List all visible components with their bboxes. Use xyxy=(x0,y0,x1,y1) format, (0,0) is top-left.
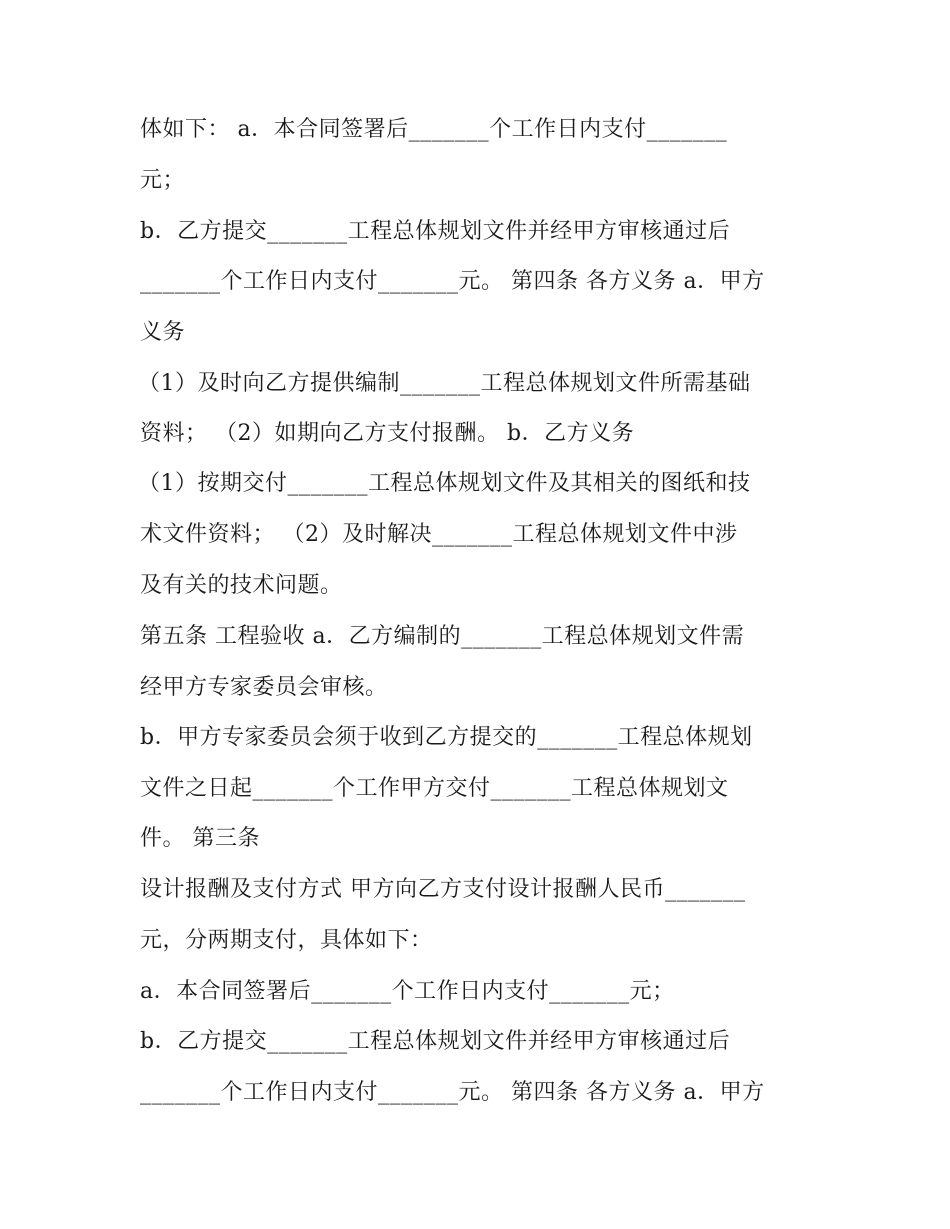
text-line: 术文件资料； （2）及时解决_______工程总体规划文件中涉 xyxy=(140,522,738,547)
text-line: a．本合同签署后_______个工作日内支付_______元； xyxy=(140,979,675,1004)
text-line: 元，分两期支付，具体如下： xyxy=(140,928,433,953)
text-line: 及有关的技术问题。 xyxy=(140,573,343,598)
text-line: （1）及时向乙方提供编制_______工程总体规划文件所需基础 xyxy=(138,371,751,396)
text-line: b．乙方提交_______工程总体规划文件并经甲方审核通过后 xyxy=(140,1029,731,1054)
text-line: 文件之日起_______个工作甲方交付_______工程总体规划文 xyxy=(140,776,729,801)
text-line: 第五条 工程验收 a．乙方编制的_______工程总体规划文件需 xyxy=(140,624,745,649)
text-line: 义务 xyxy=(140,320,186,345)
text-line: b．甲方专家委员会须于收到乙方提交的_______工程总体规划 xyxy=(140,725,753,750)
text-line: _______个工作日内支付_______元。 第四条 各方义务 a．甲方 xyxy=(140,269,765,294)
text-line: 经甲方专家委员会审核。 xyxy=(140,675,388,700)
text-line: 元； xyxy=(140,168,186,193)
text-line: 体如下： a．本合同签署后_______个工作日内支付_______ xyxy=(140,117,728,142)
text-line: _______个工作日内支付_______元。 第四条 各方义务 a．甲方 xyxy=(140,1080,765,1105)
text-line: （1）按期交付_______工程总体规划文件及其相关的图纸和技 xyxy=(138,471,751,496)
text-line: 资料； （2）如期向乙方支付报酬。 b．乙方义务 xyxy=(140,421,635,446)
text-line: b．乙方提交_______工程总体规划文件并经甲方审核通过后 xyxy=(140,219,731,244)
text-line: 件。 第三条 xyxy=(140,826,260,851)
text-line: 设计报酬及支付方式 甲方向乙方支付设计报酬人民币_______ xyxy=(140,877,746,902)
